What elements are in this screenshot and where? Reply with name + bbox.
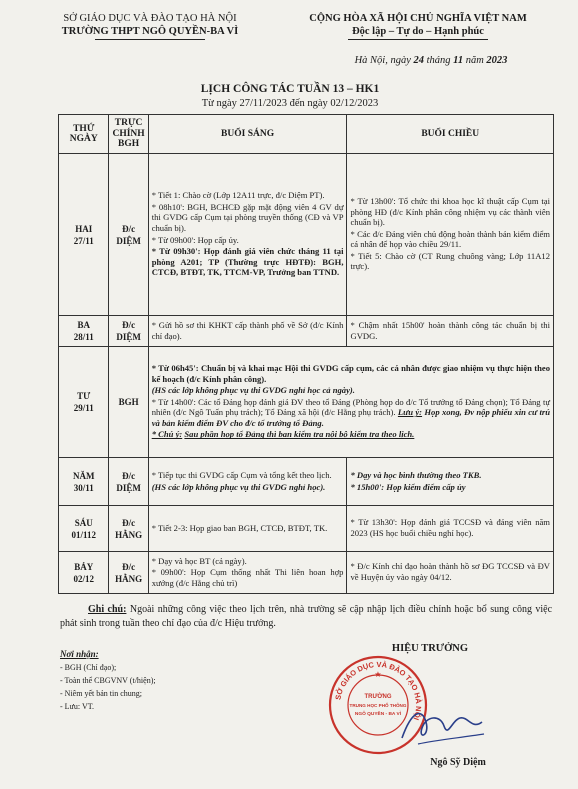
issue-day: 24	[413, 55, 424, 66]
department-name: SỞ GIÁO DỤC VÀ ĐÀO TẠO HÀ NỘI	[63, 13, 237, 24]
list-item: * Dạy và học bình thường theo TKB.	[350, 469, 482, 480]
issue-year: 2023	[486, 55, 508, 66]
list-item: (HS các lớp không phục vụ thi GVDG nghỉ học cả ngày).	[151, 385, 355, 396]
full-day-cell	[148, 347, 553, 458]
note-text: Ngoài những công việc theo lịch trên, nhà trường sẽ cập nhập lịch điều chỉnh hoặc bổ sung công việc phát sinh trong tuần theo chỉ đạo của đ/c Hiệu trưởng.	[60, 604, 553, 629]
afternoon-cell	[347, 458, 554, 506]
list-item: * Tiếp tục thi GVDG cấp Cụm và tổng kết theo lịch.	[151, 469, 332, 480]
header-morning: BUỔI SÁNG	[148, 115, 347, 154]
school-name: TRƯỜNG THPT NGÔ QUYỀN-BA VÌ	[61, 26, 239, 37]
signature-title: HIỆU TRƯỞNG	[391, 643, 469, 654]
duty-cell: Đ/c DIỆM	[109, 458, 148, 506]
list-item: * 15h00': Họp kiểm điểm cấp ủy	[350, 481, 466, 492]
afternoon-cell	[347, 552, 554, 594]
issue-month: 11	[453, 55, 464, 66]
list-item: * Chậm nhất 15h00' hoàn thành công tác chuẩn bị thi GVDG.	[350, 319, 550, 341]
duty-cell: BGH	[109, 347, 148, 458]
table-row	[59, 552, 554, 594]
morning-cell	[148, 316, 347, 347]
list-item: * Tiết 1: Chào cờ (Lớp 12A11 trực, đ/c Diệm PT).	[151, 190, 325, 201]
document-title: LỊCH CÔNG TÁC TUẦN 13 – HK1	[200, 83, 380, 95]
signer-name: Ngô Sỹ Diệm	[430, 757, 486, 768]
day-cell: NĂM 30/11	[59, 458, 109, 506]
schedule-table	[58, 114, 554, 594]
morning-cell	[148, 154, 347, 316]
stamp-line-3: NGÔ QUYỀN - BA VÌ	[354, 712, 402, 717]
national-motto: Độc lập – Tự do – Hạnh phúc	[352, 26, 484, 37]
list-item: * Đ/c Kính chỉ đạo hoàn thành hồ sơ ĐG TCCSĐ và ĐV về Huyện ủy vào ngày 04/12.	[350, 561, 550, 582]
list-item: * Từ 14h00': Các tổ Đảng họp đánh giá ĐV theo tổ Đảng (Phòng họp do đ/c Tổ trưởng tổ Đảng chọn); Tổ Đảng tự nhiên (đ/c Ngô Tuấn phụ trách); Tổ Đảng xã hội (đ/c Hằng phụ trách). Lưu ý: Họp xong, Đv nộp phiếu xin cư trú và bản kiểm điểm ĐV cho đ/c tổ trưởng tổ Đảng.	[151, 396, 550, 428]
list-item: - Toàn thể CBGVNV (t/hiện);	[60, 676, 156, 685]
header-left-underline	[95, 39, 205, 40]
list-item: * Từ 09h30': Họp đánh giá viên chức tháng 11 tại phòng A201; TP (Thường trực HĐTĐ): BGH, CTCĐ, BTĐT, TK, TTCM-VP, Trưởng ban TTND.	[151, 246, 344, 278]
header-day: THỨ NGÀY	[59, 115, 109, 154]
list-item: * Từ 13h30': Họp đánh giá TCCSĐ và đảng viên năm 2023 (HS học buổi chiều nghỉ học).	[350, 517, 550, 538]
recipients-block	[60, 648, 240, 713]
table-row	[59, 347, 554, 458]
afternoon-cell	[347, 506, 554, 552]
handwritten-signature	[392, 700, 492, 750]
stamp-line-1: TRƯỜNG	[364, 694, 392, 700]
list-item: * Từ 06h45': Chuẩn bị và khai mạc Hội thi GVDG cấp cụm, các cá nhân được giao nhiệm vụ thực hiện theo kế hoạch (đ/c Kính phân công).	[151, 362, 550, 384]
stamp-ring-text: SỞ GIÁO DỤC VÀ ĐÀO TẠO HÀ NỘI	[333, 659, 424, 722]
day-cell: HAI 27/11	[59, 154, 109, 316]
list-item: * Từ 09h00': Họp cấp ủy.	[151, 234, 239, 245]
table-row	[59, 316, 554, 347]
national-title: CỘNG HÒA XÃ HỘI CHỦ NGHĨA VIỆT NAM	[309, 13, 527, 24]
note-paragraph	[60, 603, 552, 631]
table-row	[59, 458, 554, 506]
list-item: * Gửi hồ sơ thi KHKT cấp thành phố về Sở (đ/c Kính chỉ đạo).	[151, 319, 344, 341]
issue-date: Hà Nội, ngày 24 tháng 11 năm 2023	[354, 55, 508, 66]
list-item: * 08h10': BGH, BCHCĐ gặp mặt động viên 4 GV dự thi GVDG cấp Cụm tại phòng truyền thống (CĐ và VP chuẩn bị).	[151, 201, 344, 233]
duty-cell: Đ/c DIỆM	[109, 316, 148, 347]
header-duty: TRỰC CHÍNH BGH	[109, 115, 148, 154]
list-item: * Các đ/c Đảng viên chủ động hoàn thành bản kiểm điểm cá nhân để họp vào chiều 29/11.	[350, 228, 550, 250]
table-row	[59, 506, 554, 552]
list-item: * Dạy và học BT (cả ngày).	[151, 555, 247, 566]
recipients-title: Nơi nhận:	[60, 649, 99, 659]
table-header-row	[59, 115, 554, 154]
list-item: - Lưu: VT.	[60, 702, 95, 711]
note-label: Ghi chú:	[88, 604, 127, 615]
afternoon-cell	[347, 154, 554, 316]
morning-cell	[148, 506, 347, 552]
header-right-underline	[348, 39, 488, 40]
stamp-line-2: TRUNG HỌC PHỔ THÔNG	[349, 703, 407, 708]
list-item: * Tiết 2-3: Họp giao ban BGH, CTCĐ, BTĐT, TK.	[151, 522, 328, 533]
list-item: * Tiết 5: Chào cờ (CT Rung chuông vàng; Lớp 11A12 trực).	[350, 250, 550, 272]
header-afternoon: BUỔI CHIỀU	[347, 115, 554, 154]
day-cell: BA 28/11	[59, 316, 109, 347]
list-item: (HS các lớp không phục vụ thi GVDG nghỉ học).	[151, 481, 326, 492]
day-cell: BẢY 02/12	[59, 552, 109, 594]
morning-cell	[148, 552, 347, 594]
duty-cell: Đ/c HẰNG	[109, 552, 148, 594]
list-item: * Chú ý: Sau phần họp tổ Đảng thì ban kiểm tra nội bộ kiểm tra theo lịch.	[151, 429, 415, 440]
duty-cell: Đ/c HẰNG	[109, 506, 148, 552]
header-right	[292, 12, 544, 40]
afternoon-cell	[347, 316, 554, 347]
table-row	[59, 154, 554, 316]
day-cell: TƯ 29/11	[59, 347, 109, 458]
list-item: - BGH (Chỉ đạo);	[60, 663, 117, 672]
star-icon: ★	[374, 670, 382, 679]
list-item: * 09h00': Họp Cụm thống nhất Thi liên hoan hợp xướng (đ/c Hằng chủ trì)	[151, 567, 344, 588]
document-subtitle: Từ ngày 27/11/2023 đến ngày 02/12/2023	[201, 98, 379, 109]
duty-cell: Đ/c DIỆM	[109, 154, 148, 316]
list-item: * Từ 13h00': Tổ chức thi khoa học kĩ thuật cấp Cụm tại phòng HĐ (đ/c Kính phân công nhiệm vụ các thành viên chuẩn bị).	[350, 195, 550, 228]
morning-cell	[148, 458, 347, 506]
day-cell: SÁU 01/112	[59, 506, 109, 552]
header-left	[50, 12, 250, 40]
list-item: - Niêm yết bản tin chung;	[60, 689, 142, 698]
